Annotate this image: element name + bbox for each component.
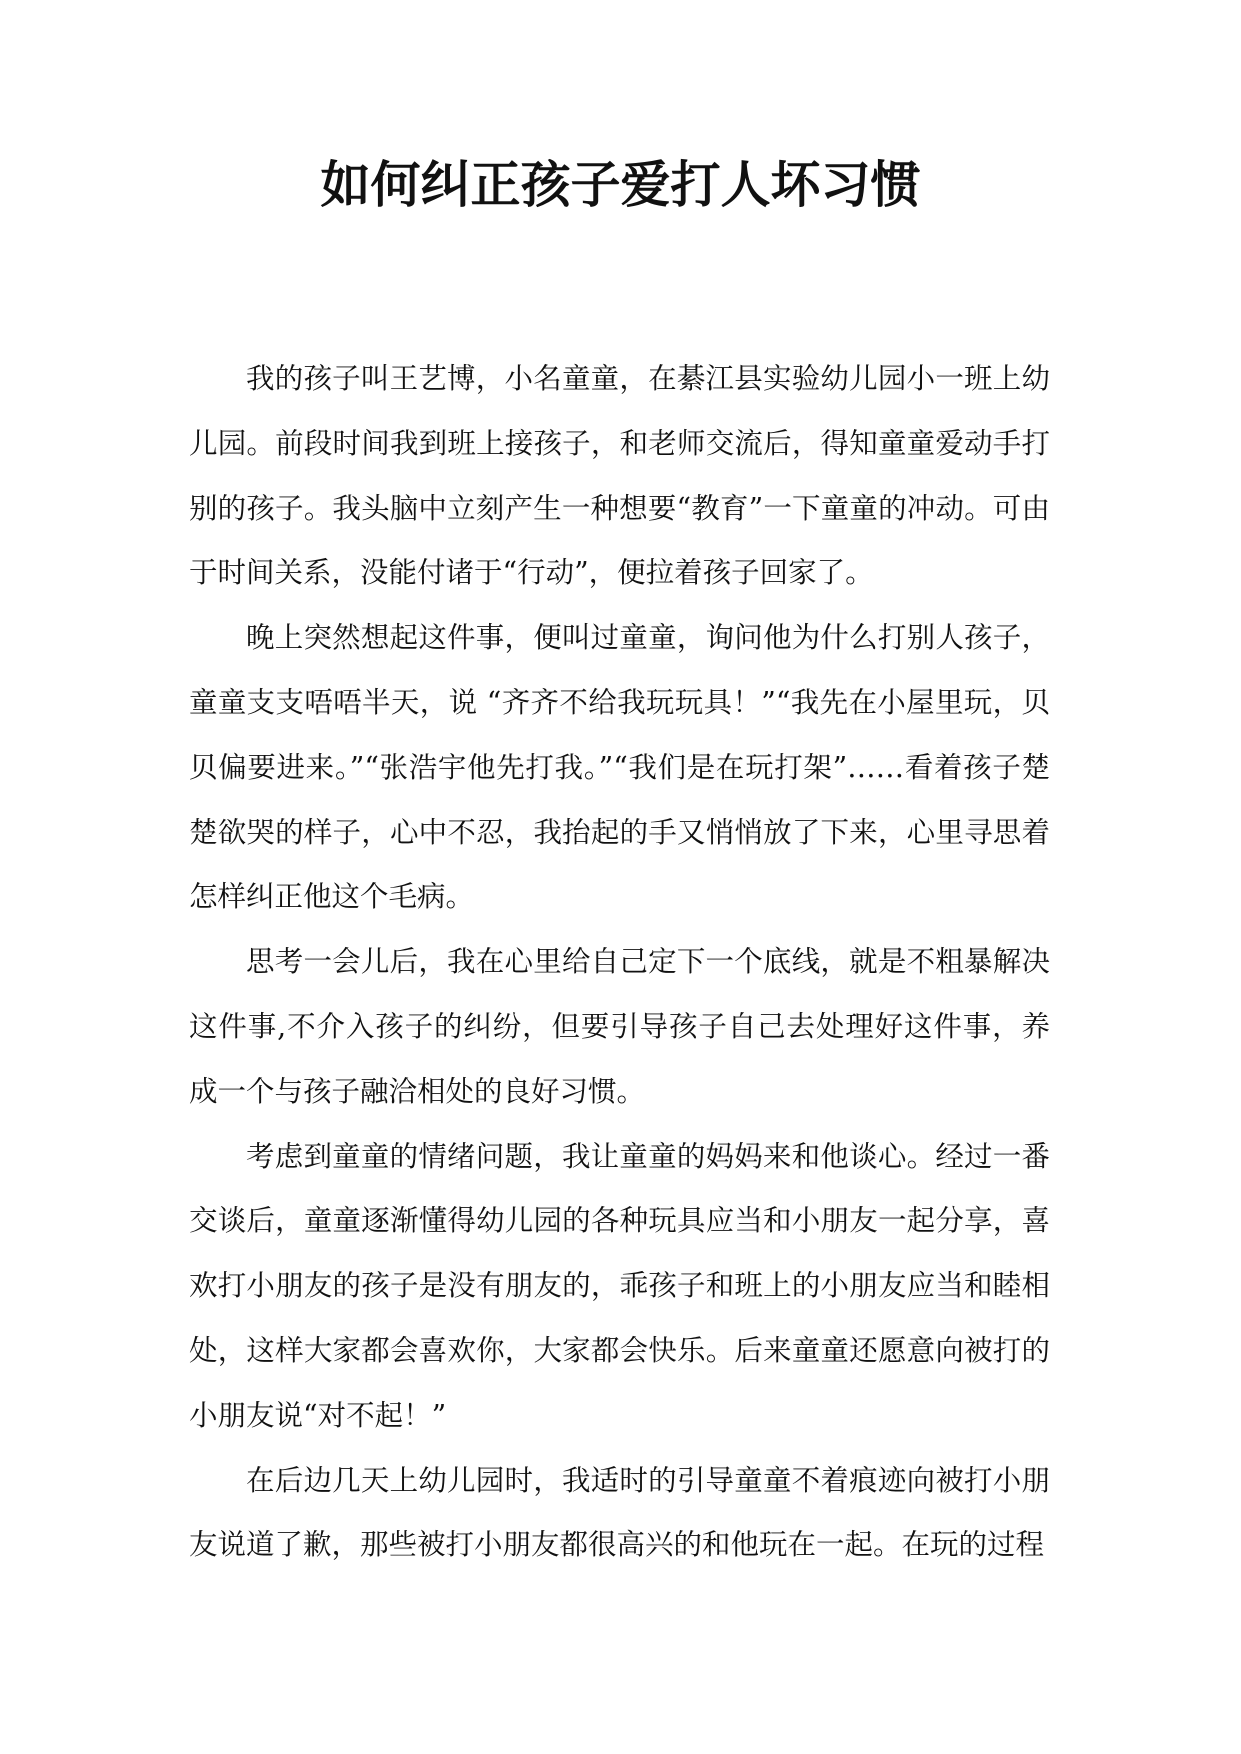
paragraph-2: 晚上突然想起这件事，便叫过童童，询问他为什么打别人孩子，童童支支唔唔半天，说 “齐齐不给我玩玩具！”“我先在小屋里玩，贝贝偏要进来。”“张浩宇他先打我。”“我们是在玩打架”……看着孩子楚楚欲哭的样子，心中不忍，我抬起的手又悄悄放了下来，心里寻思着怎样纠正他这个毛病。 — [189, 621, 1050, 914]
document-body — [189, 347, 1050, 1578]
document-title: 如何纠正孩子爱打人坏习惯 — [320, 155, 921, 214]
paragraph-4: 考虑到童童的情绪问题，我让童童的妈妈来和他谈心。经过一番交谈后，童童逐渐懂得幼儿园的各种玩具应当和小朋友一起分享，喜欢打小朋友的孩子是没有朋友的，乖孩子和班上的小朋友应当和睦相处，这样大家都会喜欢你，大家都会快乐。后来童童还愿意向被打的小朋友说“对不起！” — [189, 1139, 1050, 1432]
paragraph-1: 我的孩子叫王艺博，小名童童，在綦江县实验幼儿园小一班上幼儿园。前段时间我到班上接孩子，和老师交流后，得知童童爱动手打别的孩子。我头脑中立刻产生一种想要“教育”一下童童的冲动。可由于时间关系，没能付诸于“行动”，便拉着孩子回家了。 — [189, 362, 1050, 590]
paragraph-5: 在后边几天上幼儿园时，我适时的引导童童不着痕迹向被打小朋友说道了歉，那些被打小朋友都很高兴的和他玩在一起。在玩的过程 — [189, 1463, 1050, 1562]
paragraph-3: 思考一会儿后，我在心里给自己定下一个底线，就是不粗暴解决这件事,不介入孩子的纠纷，但要引导孩子自己去处理好这件事，养成一个与孩子融洽相处的良好习惯。 — [189, 945, 1050, 1108]
